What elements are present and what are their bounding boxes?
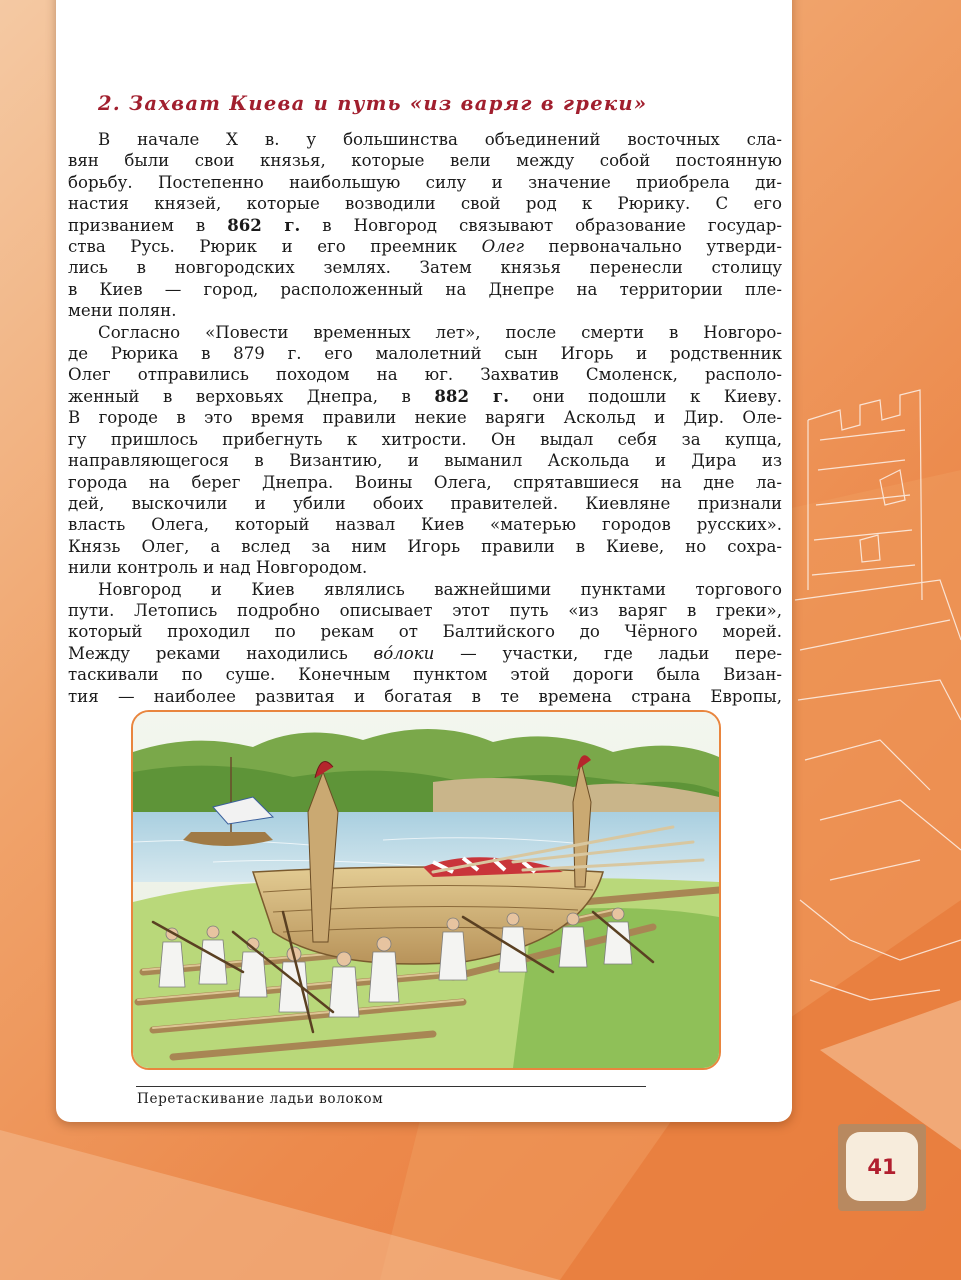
text-run: пути. Летопись подробно описывает этот путь «из варяг в греки»,: [68, 600, 782, 620]
text-run: в Новгород связывают образование государ-: [300, 215, 782, 235]
text-run: который проходил по рекам от Балтийского до Чёрного морей.: [68, 622, 782, 642]
text-line: [68, 364, 782, 385]
text-line: [68, 600, 782, 621]
text-line: [68, 536, 782, 557]
text-run: в Киев — город, расположенный на Днепре на территории пле-: [68, 279, 782, 299]
figure-caption: Перетаскивание ладьи волоком: [137, 1091, 384, 1107]
text-line: [68, 215, 782, 236]
text-line: [68, 172, 782, 193]
text-run: тия — наиболее развитая и богатая в те времена страна Европы,: [68, 686, 782, 706]
text-line: [68, 407, 782, 428]
text-line: [68, 300, 782, 321]
bold-date: 882 г.: [434, 385, 509, 406]
text-run: власть Олега, который назвал Киев «матерью городов русских».: [68, 515, 782, 535]
text-run: гу пришлось прибегнуть к хитрости. Он выдал себя за купца,: [68, 429, 782, 449]
section-heading: 2. Захват Киева и путь «из варяг в греки»: [98, 92, 648, 115]
text-run: они подошли к Киеву.: [509, 386, 782, 406]
text-run: мени полян.: [68, 301, 177, 321]
text-line: [68, 579, 782, 600]
text-line: [68, 557, 782, 578]
text-run: Новгород и Киев являлись важнейшими пунктами торгового: [98, 579, 782, 599]
text-run: лись в новгородских землях. Затем князья перенесли столицу: [68, 258, 782, 278]
text-run: таскивали по суше. Конечным пунктом этой дороги была Визан-: [68, 665, 782, 685]
text-run: Князь Олег, а вслед за ним Игорь правили в Киеве, но сохра-: [68, 536, 782, 556]
text-line: [68, 343, 782, 364]
boat-portage-illustration: [133, 712, 719, 1068]
text-line: [68, 129, 782, 150]
text-run: первоначально утверди-: [523, 237, 782, 257]
text-line: [68, 257, 782, 278]
body-text: [68, 129, 782, 707]
text-run: Олег отправились походом на юг. Захватив Смоленск, располо-: [68, 365, 782, 385]
text-run: борьбу. Постепенно наибольшую силу и значение приобрела ди-: [68, 172, 782, 192]
text-run: де Рюрика в 879 г. его малолетний сын Игорь и родственник: [68, 344, 782, 364]
text-run: женный в верховьях Днепра, в: [68, 386, 435, 406]
text-run: — участки, где ладьи пере-: [434, 643, 782, 663]
text-line: [68, 386, 782, 407]
text-line: [68, 514, 782, 535]
text-run: нили контроль и над Новгородом.: [68, 558, 368, 578]
text-run: Согласно «Повести временных лет», после смерти в Новгоро-: [98, 322, 782, 342]
text-line: [68, 686, 782, 707]
text-line: [68, 236, 782, 257]
page-number: 41: [867, 1154, 897, 1179]
italic-term: вóлоки: [373, 643, 435, 663]
text-line: [68, 322, 782, 343]
text-line: [68, 193, 782, 214]
text-line: [68, 664, 782, 685]
page-number-inner: [846, 1132, 918, 1201]
text-line: [68, 621, 782, 642]
text-line: [68, 429, 782, 450]
text-run: направляющегося в Византию, и выманил Аскольда и Дира из: [68, 451, 782, 471]
text-run: В начале X в. у большинства объединений восточных сла-: [98, 130, 782, 149]
text-run: Между реками находились: [68, 643, 374, 663]
text-line: [68, 643, 782, 664]
text-line: [68, 279, 782, 300]
text-run: настия князей, которые возводили свой род к Рюрику. С его: [68, 194, 782, 214]
bold-date: 862 г.: [227, 214, 301, 235]
caption-rule: [136, 1086, 646, 1087]
text-run: города на берег Днепра. Воины Олега, спрятавшиеся на дне ла-: [68, 472, 782, 492]
text-line: [68, 472, 782, 493]
page-number-badge: [838, 1124, 926, 1211]
text-line: [68, 150, 782, 171]
text-run: В городе в это время правили некие варяги Аскольд и Дир. Оле-: [68, 408, 782, 428]
text-run: призванием в: [68, 215, 228, 235]
text-line: [68, 450, 782, 471]
text-run: ства Русь. Рюрик и его преемник: [68, 237, 482, 257]
text-line: [68, 493, 782, 514]
text-run: дей, выскочили и убили обоих правителей. Киевляне признали: [68, 493, 782, 513]
italic-term: Олег: [481, 237, 524, 257]
text-run: вян были свои князья, которые вели между собой постоянную: [68, 151, 782, 171]
illustration: [131, 710, 721, 1070]
